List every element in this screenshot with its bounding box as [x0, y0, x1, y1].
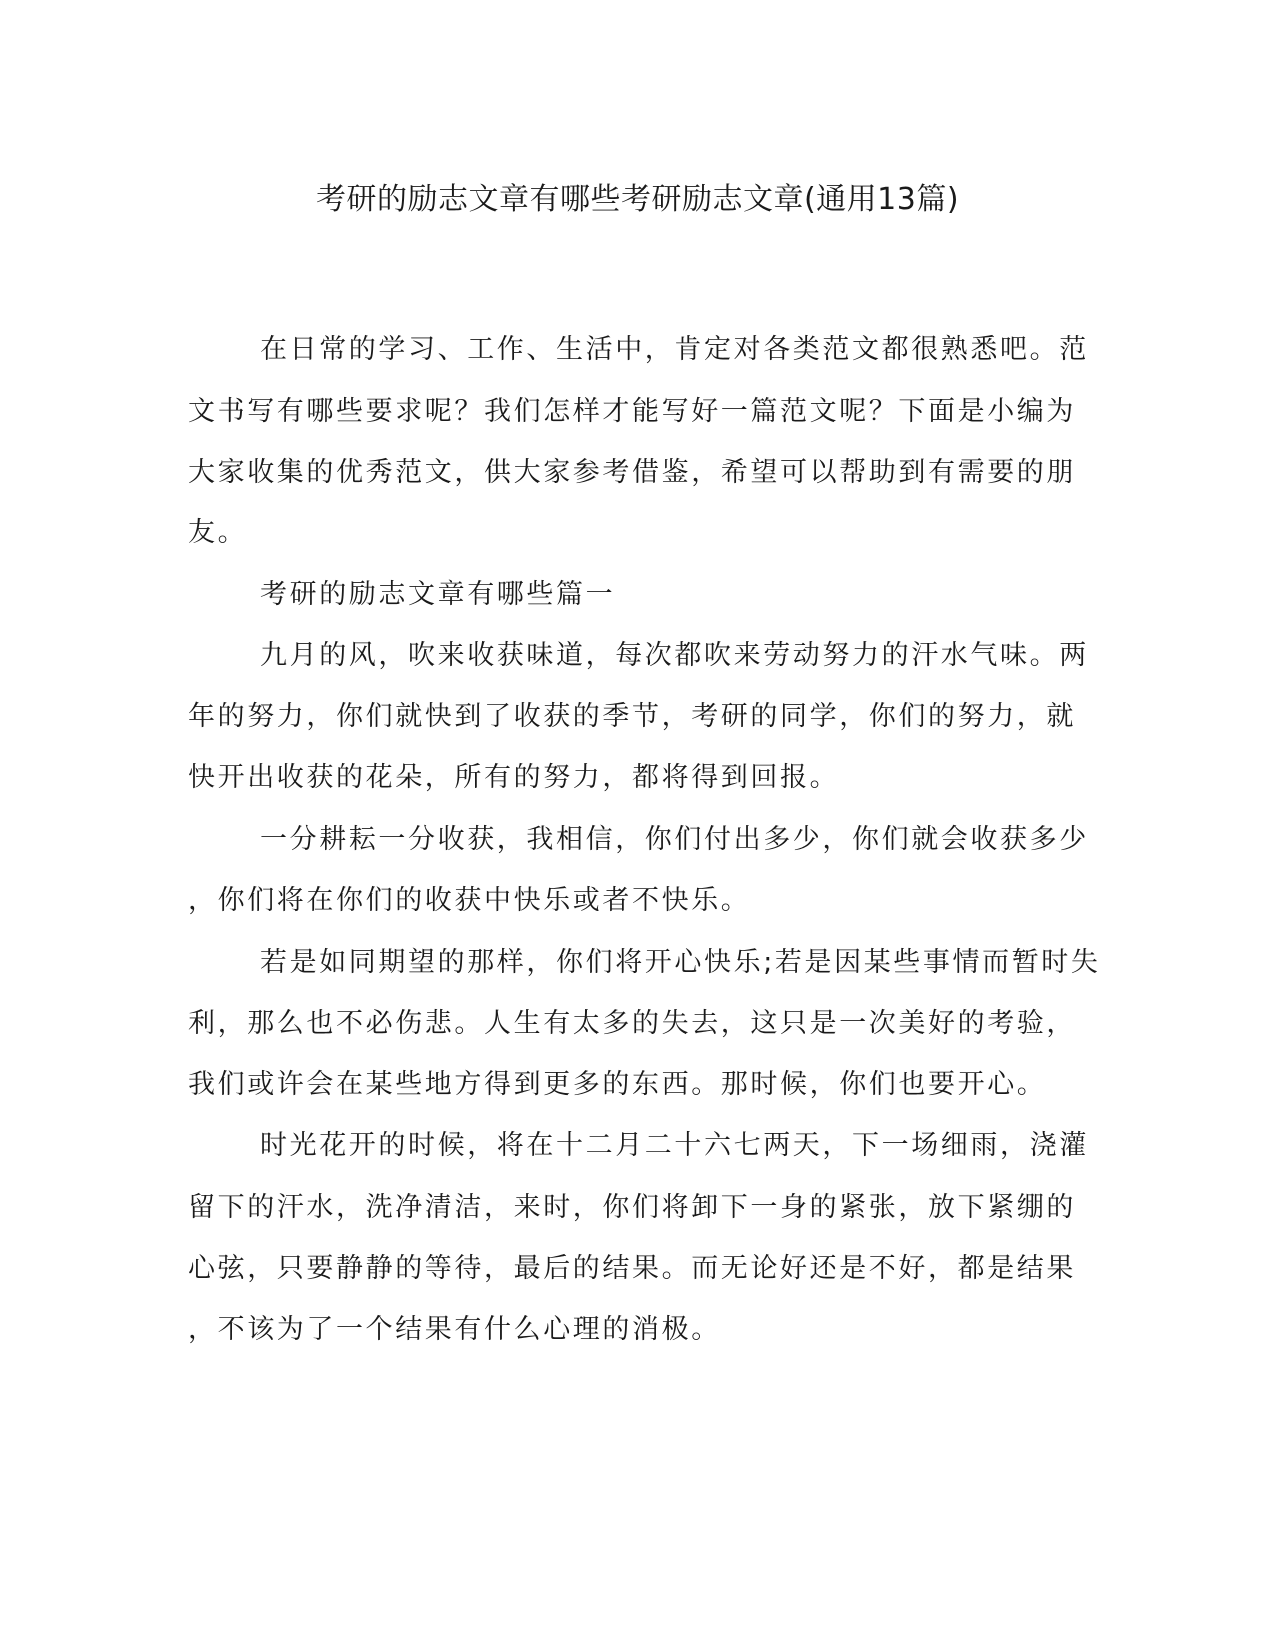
text-line: ，你们将在你们的收获中快乐或者不快乐。: [188, 885, 751, 916]
text-line: 大家收集的优秀范文，供大家参考借鉴，希望可以帮助到有需要的朋: [188, 457, 1076, 488]
text-line: 一分耕耘一分收获，我相信，你们付出多少，你们就会收获多少: [260, 824, 1089, 855]
text-line: 年的努力，你们就快到了收获的季节，考研的同学，你们的努力，就: [188, 701, 1076, 732]
text-line: 利，那么也不必伤悲。人生有太多的失去，这只是一次美好的考验，: [188, 1008, 1076, 1039]
text-line: 友。: [188, 517, 248, 548]
text-line: 我们或许会在某些地方得到更多的东西。那时候，你们也要开心。: [188, 1069, 1047, 1100]
text-line: 留下的汗水，洗净清洁，来时，你们将卸下一身的紧张，放下紧绷的: [188, 1192, 1076, 1223]
text-line: 快开出收获的花朵，所有的努力，都将得到回报。: [188, 762, 840, 793]
document-title: 考研的励志文章有哪些考研励志文章(通用13篇): [315, 182, 960, 217]
text-line: 文书写有哪些要求呢？我们怎样才能写好一篇范文呢？下面是小编为: [188, 396, 1076, 427]
text-line: 时光花开的时候，将在十二月二十六七两天，下一场细雨，浇灌: [260, 1130, 1089, 1161]
text-line: 在日常的学习、工作、生活中，肯定对各类范文都很熟悉吧。范: [260, 334, 1089, 365]
section-heading: 考研的励志文章有哪些篇一: [260, 579, 616, 610]
text-line: 九月的风，吹来收获味道，每次都吹来劳动努力的汗水气味。两: [260, 640, 1089, 671]
text-line: ，不该为了一个结果有什么心理的消极。: [188, 1314, 721, 1345]
text-line: 心弦，只要静静的等待，最后的结果。而无论好还是不好，都是结果: [188, 1253, 1076, 1284]
text-line: 若是如同期望的那样，你们将开心快乐;若是因某些事情而暂时失: [260, 947, 1101, 978]
